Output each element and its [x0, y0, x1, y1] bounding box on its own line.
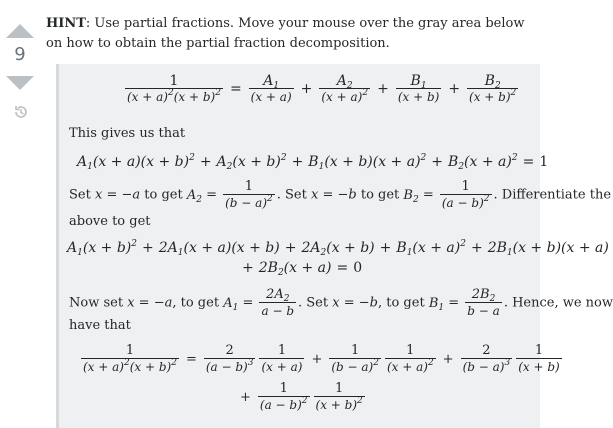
derivative-equation-line2: + $2B_2(x + a) = 0$	[242, 260, 363, 278]
now-set-line: Now set x = −a, to get $A_1$ = $\frac{2A_2}{a - b}$ . Set x = −b, to get $B_1$ = $\frac{2B_2}{b - a}$ . Hence, we now	[69, 287, 613, 318]
vote-cell	[0, 0, 44, 428]
above-to-get-text: above to get	[69, 214, 151, 229]
decomposition-equation: $\frac{1}{(x + a)^2(x + b)^2}$ = $\frac{A_1}{(x + a)}$ + $\frac{A_2}{(x + a)^2}$ + $\frac{B_1}{(x + b)}$ + $\frac{B_2}{(x + b)^2}$	[127, 73, 517, 104]
derivative-equation-line1: $A_1(x + b)^2 + 2A_1(x + a)(x + b) + 2A_2(x + b) + B_1(x + a)^2 + 2B_1(x + b)(x + a)$	[67, 239, 609, 258]
final-equation-line2: + $\frac{1}{(a - b)^2}$ $\frac{1}{(x + b)^2}$	[240, 381, 363, 412]
hint-paragraph	[46, 14, 526, 54]
history-icon[interactable]	[13, 104, 29, 120]
numerator-equation: $A_1(x + a)(x + b)^2 + A_2(x + b)^2 + B_1(x + b)(x + a)^2 + B_2(x + a)^2 = 1$	[77, 153, 549, 172]
spoiler-block[interactable]	[56, 64, 613, 428]
this-gives-text: This gives us that	[69, 126, 186, 141]
vote-count: 9	[14, 44, 26, 65]
downvote-button[interactable]	[6, 76, 34, 90]
final-equation-line1: $\frac{1}{(x + a)^2(x + b)^2}$ = $\frac{2}{(a - b)^3}$ $\frac{1}{(x + a)}$ + $\frac{1}{(b - a)^2}$ $\frac{1}{(x + a)^2}$ + $\frac{2}{(b - a)^3}$ $\frac{1}{(x + b)}$	[83, 343, 560, 374]
upvote-button[interactable]	[6, 24, 34, 38]
have-that-text: have that	[69, 318, 131, 333]
hint-text: : Use partial fractions. Move your mouse over the gray area below on how to obtain the partial fraction decomposition.	[46, 16, 525, 51]
set-values-line: Set x = −a to get $A_2$ = $\frac{1}{(b - a)^2}$ . Set x = −b to get $B_2$ = $\frac{1}{(a - b)^2}$ . Differentiate the	[69, 179, 612, 210]
hint-label: HINT	[46, 16, 86, 31]
